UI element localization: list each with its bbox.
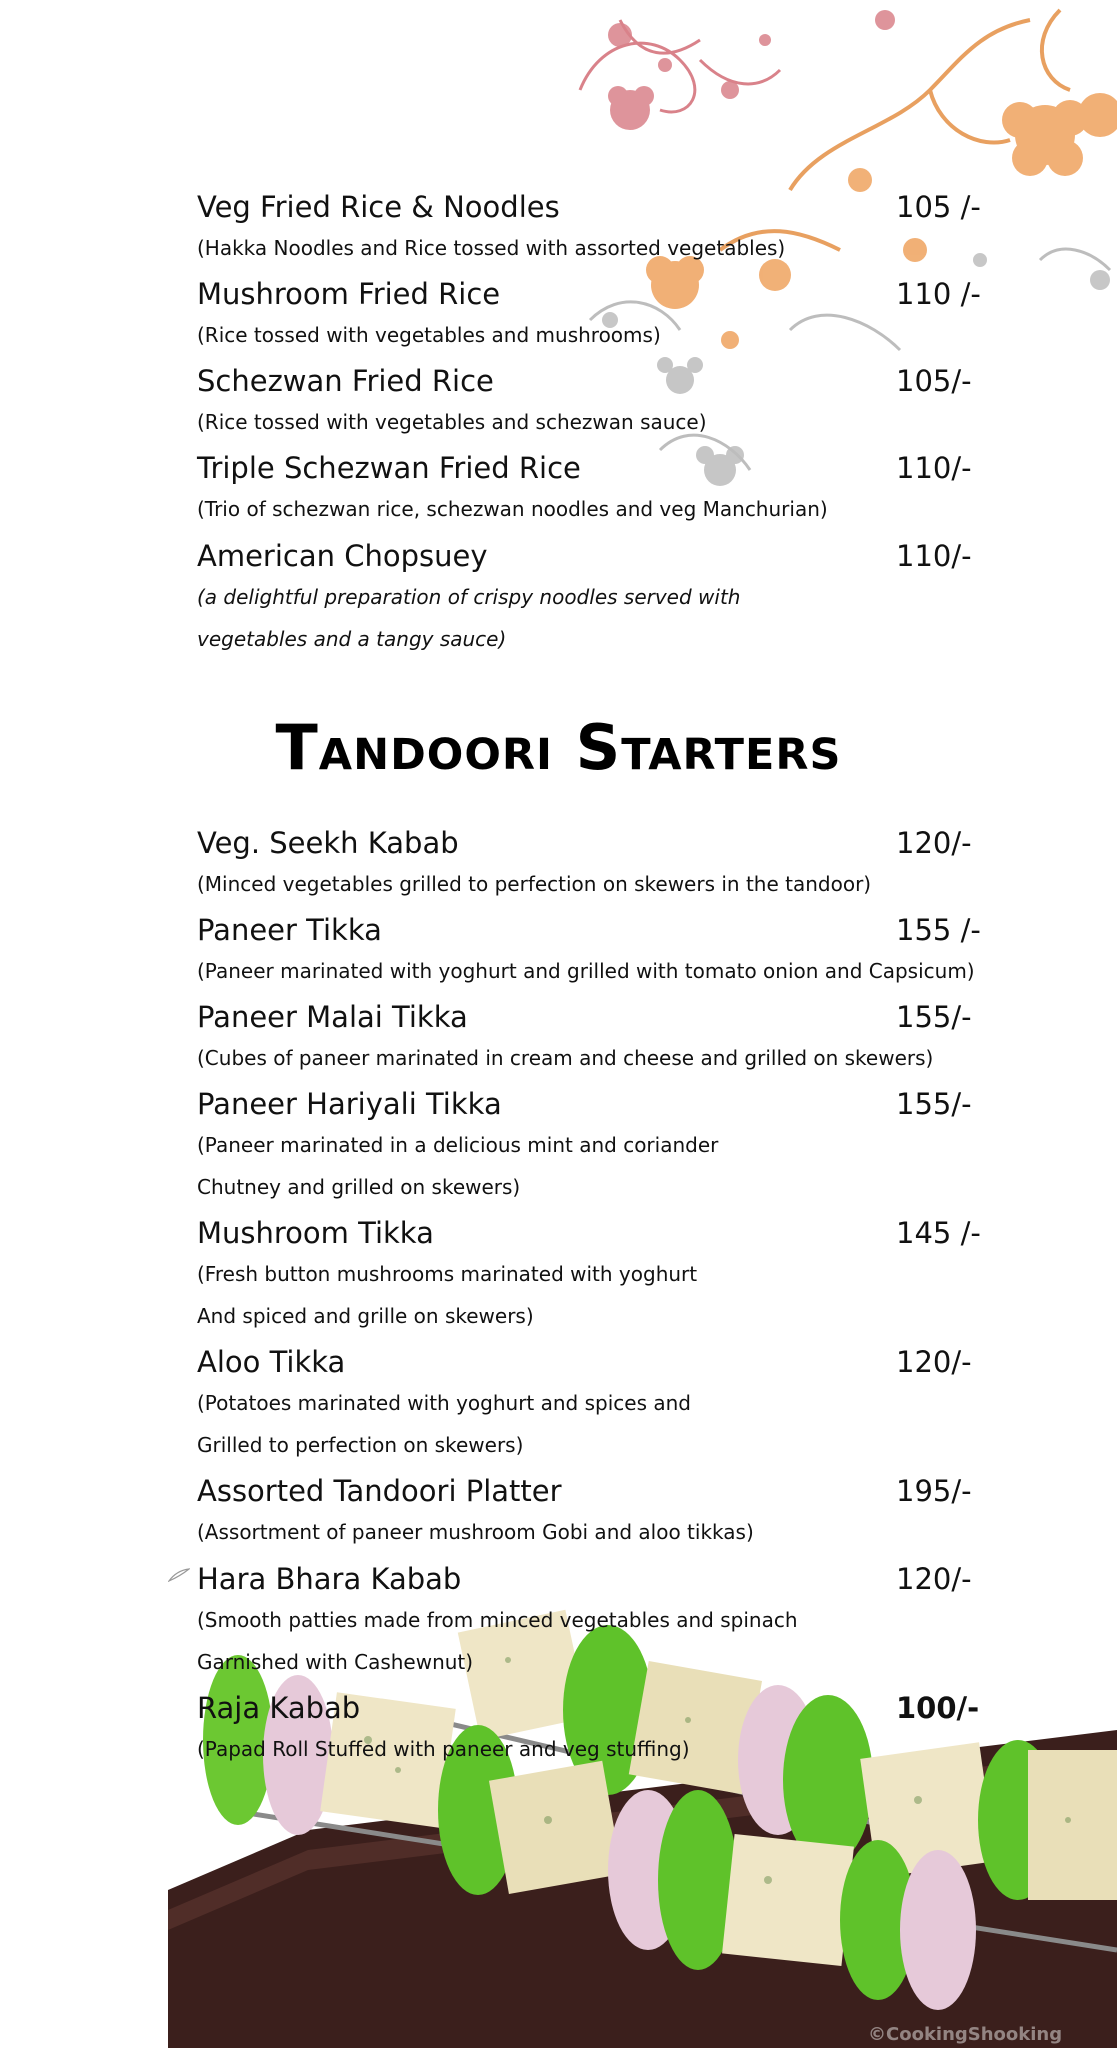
item-name: Triple Schezwan Fried Rice <box>197 451 581 485</box>
item-price: 155/- <box>896 1087 972 1121</box>
item-price: 120/- <box>896 1345 972 1379</box>
item-price: 195/- <box>896 1474 972 1508</box>
menu-item <box>197 910 1007 992</box>
item-description: (Potatoes marinated with yoghurt and spices and <box>197 1391 691 1415</box>
item-description: (Smooth patties made from minced vegetables and spinach <box>197 1608 798 1632</box>
menu-item <box>197 1342 1007 1466</box>
item-price: 105 /- <box>896 190 981 224</box>
menu-item <box>197 536 1007 660</box>
menu-item <box>197 1084 1007 1208</box>
watermark: ©CookingShooking <box>868 2024 1063 2045</box>
item-name: Aloo Tikka <box>197 1345 346 1379</box>
menu-item <box>197 448 1007 530</box>
item-description: (Trio of schezwan rice, schezwan noodles and veg Manchurian) <box>197 497 828 521</box>
menu-item <box>197 274 1007 356</box>
quill-icon <box>168 1568 190 1582</box>
item-description: (a delightful preparation of crispy noodles served with <box>197 585 741 609</box>
item-description: Garnished with Cashewnut) <box>197 1650 474 1674</box>
menu-item <box>197 1471 1007 1553</box>
item-price: 155 /- <box>896 913 981 947</box>
menu-item <box>197 823 1007 905</box>
item-description: (Paneer marinated with yoghurt and grilled with tomato onion and Capsicum) <box>197 959 975 983</box>
item-description: (Hakka Noodles and Rice tossed with assorted vegetables) <box>197 236 786 260</box>
item-description: Chutney and grilled on skewers) <box>197 1175 521 1199</box>
item-name: Paneer Tikka <box>197 913 382 947</box>
item-description: And spiced and grille on skewers) <box>197 1304 534 1328</box>
item-price: 105/- <box>896 364 972 398</box>
item-name: Paneer Malai Tikka <box>197 1000 468 1034</box>
item-name: Veg. Seekh Kabab <box>197 826 459 860</box>
item-description: (Minced vegetables grilled to perfection on skewers in the tandoor) <box>197 872 872 896</box>
menu-item <box>197 361 1007 443</box>
menu-item <box>197 1559 1007 1683</box>
item-description: (Cubes of paneer marinated in cream and cheese and grilled on skewers) <box>197 1046 934 1070</box>
item-description: (Papad Roll Stuffed with paneer and veg stuffing) <box>197 1737 690 1761</box>
menu-item <box>197 997 1007 1079</box>
item-description: (Rice tossed with vegetables and schezwan sauce) <box>197 410 707 434</box>
item-price: 110/- <box>896 539 972 573</box>
menu-item <box>197 1688 1007 1770</box>
item-name: American Chopsuey <box>197 539 488 573</box>
item-name: Mushroom Tikka <box>197 1216 434 1250</box>
item-name: Assorted Tandoori Platter <box>197 1474 562 1508</box>
item-price: 120/- <box>896 1562 972 1596</box>
item-price: 145 /- <box>896 1216 981 1250</box>
menu-item <box>197 1213 1007 1337</box>
item-price: 155/- <box>896 1000 972 1034</box>
item-name: Hara Bhara Kabab <box>197 1562 462 1596</box>
item-description: (Assortment of paneer mushroom Gobi and aloo tikkas) <box>197 1520 754 1544</box>
item-price: 110/- <box>896 451 972 485</box>
item-name: Raja Kabab <box>197 1691 361 1725</box>
menu-item <box>197 187 1007 269</box>
item-price: 120/- <box>896 826 972 860</box>
item-description: (Fresh button mushrooms marinated with yoghurt <box>197 1262 698 1286</box>
item-description: Grilled to perfection on skewers) <box>197 1433 524 1457</box>
section-title: Tandoori Starters <box>275 711 842 784</box>
item-description: (Rice tossed with vegetables and mushrooms) <box>197 323 661 347</box>
item-description: vegetables and a tangy sauce) <box>197 627 507 651</box>
item-name: Paneer Hariyali Tikka <box>197 1087 502 1121</box>
item-price: 100/- <box>896 1691 980 1725</box>
item-name: Mushroom Fried Rice <box>197 277 501 311</box>
item-price: 110 /- <box>896 277 981 311</box>
item-name: Schezwan Fried Rice <box>197 364 494 398</box>
item-description: (Paneer marinated in a delicious mint and coriander <box>197 1133 719 1157</box>
item-name: Veg Fried Rice & Noodles <box>197 190 560 224</box>
